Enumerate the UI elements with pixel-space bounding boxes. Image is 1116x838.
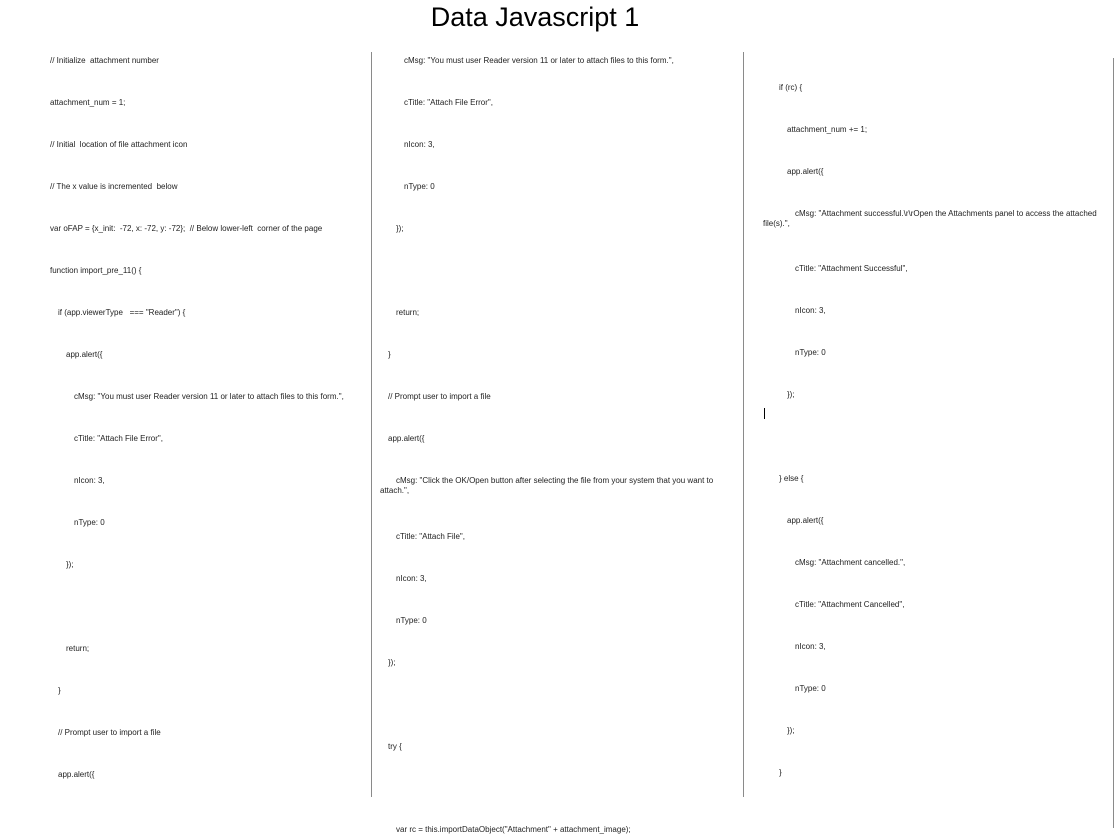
code-line: nIcon: 3,	[396, 574, 427, 583]
code-line: nIcon: 3,	[74, 476, 105, 485]
code-line: app.alert({	[787, 516, 824, 525]
code-line: cTitle: "Attach File",	[396, 532, 465, 541]
code-line: });	[388, 658, 396, 667]
code-line: });	[396, 224, 404, 233]
code-line: try {	[388, 742, 402, 751]
code-line: nIcon: 3,	[404, 140, 435, 149]
code-line: // Initialize attachment number	[50, 56, 159, 65]
code-line: }	[388, 350, 391, 359]
code-line: cMsg: "Attachment successful.\r\rOpen the Attachments panel to access the attached file(s).",	[763, 209, 1097, 228]
code-line: nType: 0	[396, 616, 427, 625]
code-line: return;	[66, 644, 90, 653]
code-line: // Initial location of file attachment icon	[50, 140, 188, 149]
code-line: nIcon: 3,	[795, 642, 826, 651]
code-line: nType: 0	[795, 348, 826, 357]
page-edge-line	[1113, 58, 1114, 828]
code-line: nType: 0	[404, 182, 435, 191]
code-line: app.alert({	[388, 434, 425, 443]
code-line: app.alert({	[66, 350, 103, 359]
code-line: cMsg: "Click the OK/Open button after selecting the file from your system that you want to attach.",	[380, 476, 714, 495]
code-line: var rc = this.importDataObject("Attachment" + attachment_image);	[396, 825, 631, 834]
code-line: }	[779, 768, 782, 777]
code-line: } else {	[779, 474, 804, 483]
code-line: cMsg: "You must user Reader version 11 or later to attach files to this form.",	[404, 56, 674, 65]
code-line: });	[787, 390, 795, 399]
code-line: // Prompt user to import a file	[388, 392, 491, 401]
code-line: });	[66, 560, 74, 569]
code-line: cTitle: "Attachment Successful",	[795, 264, 908, 273]
code-line: nType: 0	[795, 684, 826, 693]
code-line: cTitle: "Attach File Error",	[74, 434, 163, 443]
column-divider-left	[371, 52, 372, 797]
column-divider-right	[743, 52, 744, 797]
code-line: nType: 0	[74, 518, 105, 527]
code-line: cTitle: "Attachment Cancelled",	[795, 600, 905, 609]
code-line: app.alert({	[787, 167, 824, 176]
code-line: var oFAP = {x_init: -72, x: -72, y: -72}; // Below lower-left corner of the page	[50, 224, 323, 233]
text-cursor	[764, 408, 765, 419]
page-title: Data Javascript 1	[430, 2, 640, 32]
code-line: return;	[396, 308, 420, 317]
code-line: nIcon: 3,	[795, 306, 826, 315]
code-line: if (app.viewerType === "Reader") {	[58, 308, 186, 317]
code-line: });	[787, 726, 795, 735]
code-line: }	[58, 686, 61, 695]
code-line: // The x value is incremented below	[50, 182, 178, 191]
code-line: attachment_num += 1;	[787, 125, 868, 134]
code-line: attachment_num = 1;	[50, 98, 126, 107]
code-line: // Prompt user to import a file	[58, 728, 161, 737]
code-line: app.alert({	[58, 770, 95, 779]
code-line: cMsg: "Attachment cancelled.",	[795, 558, 906, 567]
code-line: if (rc) {	[779, 83, 803, 92]
code-line: cTitle: "Attach File Error",	[404, 98, 493, 107]
code-line: function import_pre_11() {	[50, 266, 142, 275]
code-line: cMsg: "You must user Reader version 11 or later to attach files to this form.",	[74, 392, 344, 401]
